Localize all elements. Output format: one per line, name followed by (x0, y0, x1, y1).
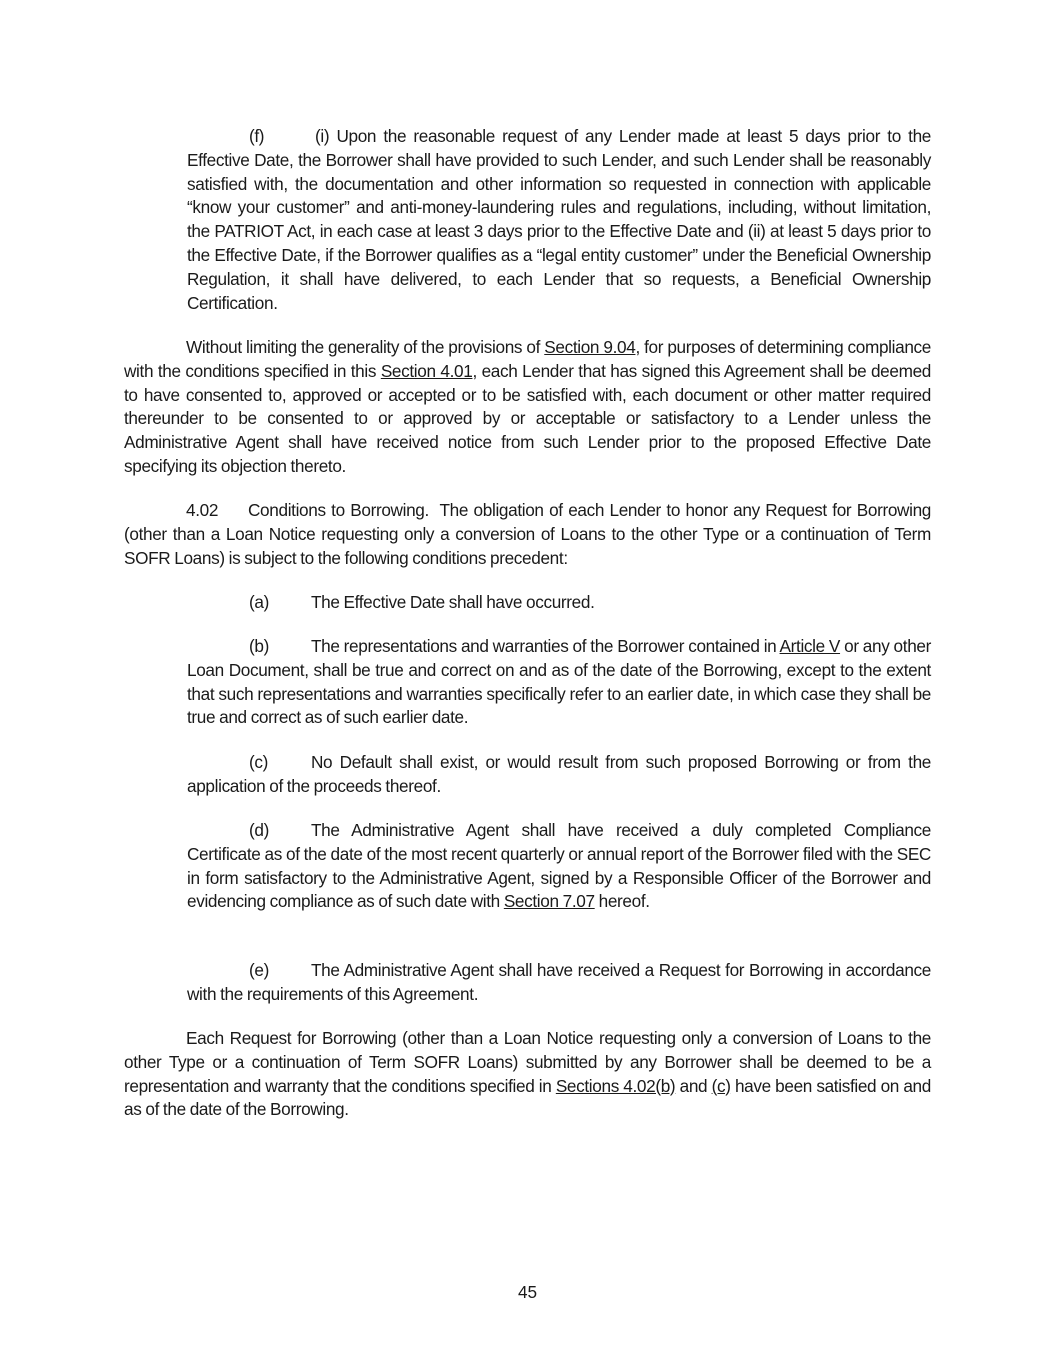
paragraph-label: (e) (249, 960, 269, 980)
paragraph-text: Upon the reasonable request of any Lender made at least 5 days prior to the Effective Date, the Borrower shall have provided to such Lender, and such Lender shall be reasonably satisfied with, the documentation and other information so requested in connection with applicable “know your customer” and anti-money-laundering rules and regulations, including, without limitation, the PATRIOT Act, in each case at least 3 days prior to the Effective Date and (187, 126, 931, 242)
paragraph-label: (b) (249, 636, 269, 656)
paragraph-text: , for purposes of determining compliance with the conditions specified in this (124, 337, 931, 381)
paragraph-text: hereof. (598, 891, 650, 912)
paragraph-text: at least 5 days prior to the Effective Date, if the Borrower qualifies as a “legal entity customer” under the Beneficial Ownership Regulation, it shall have delivered, to each Lender that so requests, a Beneficial Ownership Certification. (187, 221, 931, 313)
paragraph-text: No Default shall exist, or would result from such proposed Borrowing or from the application of the proceeds thereof. (187, 752, 931, 796)
paragraph-f (187, 125, 931, 315)
paragraph-text: The Administrative Agent shall have received a Request for Borrowing in accordance with the requirements of this Agreement. (187, 960, 931, 1004)
paragraph-text: , each Lender that has signed this Agreement shall be deemed to have consented to, approved or accepted or to be satisfied with, each document or other matter required thereunder to be consented to or approved by or acceptable or satisfactory to a Lender unless the Administrative Agent shall have received notice from such Lender prior to the proposed Effective Date specifying its objection thereto. (124, 360, 931, 476)
paragraph-without-limiting (124, 336, 931, 479)
paragraph-text: have been satisfied on and as of the date of the Borrowing. (124, 1075, 931, 1120)
page-number: 45 (517, 1282, 538, 1302)
paragraph-d (187, 819, 931, 914)
paragraph-text: The Effective Date shall have occurred. (311, 592, 595, 612)
sub-label: (i) (315, 126, 330, 146)
sub-label: (ii) (747, 221, 766, 242)
paragraph-c (187, 751, 931, 799)
paragraph-label: (d) (249, 820, 269, 840)
section-reference: Section 7.07 (503, 891, 595, 912)
paragraph-each-request (124, 1027, 931, 1122)
section-reference: Sections 4.02(b) (555, 1075, 676, 1096)
paragraph-label: (c) (249, 752, 268, 772)
article-reference: Article V (779, 636, 841, 656)
paragraph-text: Each Request for Borrowing (other than a Loan Notice requesting only a conversion of Loans to the other Type or a continuation of Term SOFR Loans) submitted by any Borrower shall be deemed to be a representation and warranty that the conditions specified in (124, 1028, 931, 1096)
section-reference: Section 4.01 (380, 360, 473, 381)
paragraph-text: The obligation of each Lender to honor any Request for Borrowing (other than a Loan Notice requesting only a conversion of Loans to the other Type or a continuation of Term SOFR Loans) is subject to the following conditions precedent: (124, 500, 931, 568)
paragraph-text: The representations and warranties of the Borrower contained in (311, 636, 777, 656)
paragraph-a (187, 591, 931, 615)
section-number: 4.02 (186, 500, 219, 520)
paragraph-text: and (679, 1075, 708, 1096)
paragraph-label: (a) (249, 592, 269, 612)
paragraph-text: or any other Loan Document, shall be true and correct on and as of the date of the Borrowing, except to the extent that such representations and warranties specifically refer to an earlier date, in which case they shall be true and correct as of such earlier date. (187, 636, 931, 728)
paragraph-label: (f) (249, 126, 265, 146)
section-4-02 (124, 499, 931, 570)
section-reference: (c) (711, 1075, 731, 1096)
paragraph-text: The Administrative Agent shall have received a duly completed Compliance Certificate as of the date of the most recent quarterly or annual report of the Borrower filed with the SEC in form satisfactory to the Administrative Agent, signed by a Responsible Officer of the Borrower and evidencing compliance as of such date with (187, 820, 931, 912)
paragraph-b (187, 635, 931, 730)
section-heading: Conditions to Borrowing. (248, 500, 429, 520)
section-reference: Section 9.04 (544, 337, 636, 357)
paragraph-text: Without limiting the generality of the provisions of (186, 337, 541, 357)
paragraph-e (187, 959, 931, 1007)
